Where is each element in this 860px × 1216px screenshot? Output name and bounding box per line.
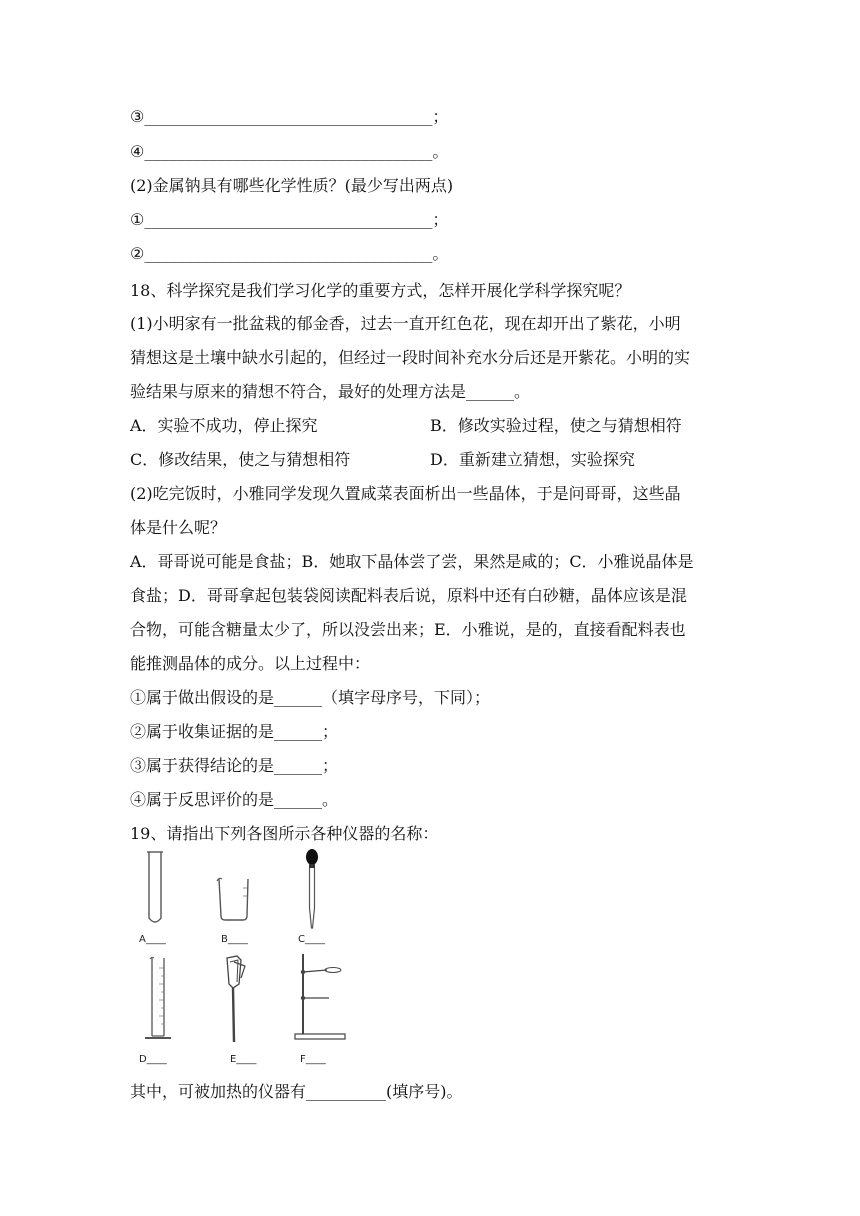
label-d: D____ xyxy=(139,1054,167,1065)
process-line-3: 合物，可能含糖量太少了，所以没尝出来；E．小雅说，是的，直接看配料表也 xyxy=(130,620,686,639)
option-a: A．实验不成功，停止探究 xyxy=(130,416,318,435)
sub-question-3: ③属于获得结论的是______； xyxy=(130,756,339,775)
dropper-icon xyxy=(303,848,321,932)
answer-line-2: ②____________________________________。 xyxy=(130,244,449,263)
label-e: E____ xyxy=(230,1054,257,1065)
process-line-4: 能推测晶体的成分。以上过程中： xyxy=(130,654,371,673)
option-c: C．修改结果，使之与猜想相符 xyxy=(130,450,351,469)
graduated-cylinder-icon xyxy=(143,956,173,1046)
option-d: D．重新建立猜想，实验探究 xyxy=(430,450,635,469)
label-a: A____ xyxy=(139,934,166,945)
question-18-2-line-2: 体是什么呢？ xyxy=(130,518,227,537)
iron-stand-icon xyxy=(293,952,349,1042)
option-b: B．修改实验过程，使之与猜想相符 xyxy=(430,416,682,435)
sub-question-2: ②属于收集证据的是______； xyxy=(130,722,339,741)
instrument-figure xyxy=(133,848,363,1068)
process-line-1: A．哥哥说可能是食盐；B．她取下晶体尝了尝，果然是咸的；C．小雅说晶体是 xyxy=(130,552,694,571)
question-18-2-line-1: (2)吃完饭时，小雅同学发现久置咸菜表面析出一些晶体，于是问哥哥，这些晶 xyxy=(130,484,681,503)
question-18-title: 18、科学探究是我们学习化学的重要方式，怎样开展化学科学探究呢？ xyxy=(130,281,631,300)
label-b: B____ xyxy=(221,934,248,945)
answer-line-1: ①____________________________________； xyxy=(130,210,449,229)
sub-question-1: ①属于做出假设的是______（填字母序号，下同）； xyxy=(130,688,491,707)
question-19-title: 19、请指出下列各图所示各种仪器的名称： xyxy=(130,824,439,843)
question-18-1-line-1: (1)小明家有一批盆栽的郁金香，过去一直开红色花，现在却开出了紫花，小明 xyxy=(130,314,681,333)
question-18-1-line-2: 猜想这是土壤中缺水引起的，但经过一段时间补充水分后还是开紫花。小明的实 xyxy=(130,348,691,367)
label-c: C____ xyxy=(298,934,325,945)
beaker-icon xyxy=(216,876,252,922)
test-tube-holder-icon xyxy=(223,954,249,1046)
question-18-1-line-3: 验结果与原来的猜想不符合，最好的处理方法是______。 xyxy=(130,382,531,401)
final-question: 其中，可被加热的仪器有__________(填序号)。 xyxy=(130,1082,463,1101)
blank-line-3: ③____________________________________； xyxy=(130,107,449,126)
blank-line-4: ④____________________________________。 xyxy=(130,142,449,161)
process-line-2: 食盐；D．哥哥拿起包装袋阅读配料表后说，原料中还有白砂糖，晶体应该是混 xyxy=(130,586,687,605)
test-tube-icon xyxy=(145,850,165,928)
sub-question-4: ④属于反思评价的是______。 xyxy=(130,790,339,809)
question-2-header: (2)金属钠具有哪些化学性质？(最少写出两点) xyxy=(130,176,454,195)
label-f: F____ xyxy=(300,1054,326,1065)
